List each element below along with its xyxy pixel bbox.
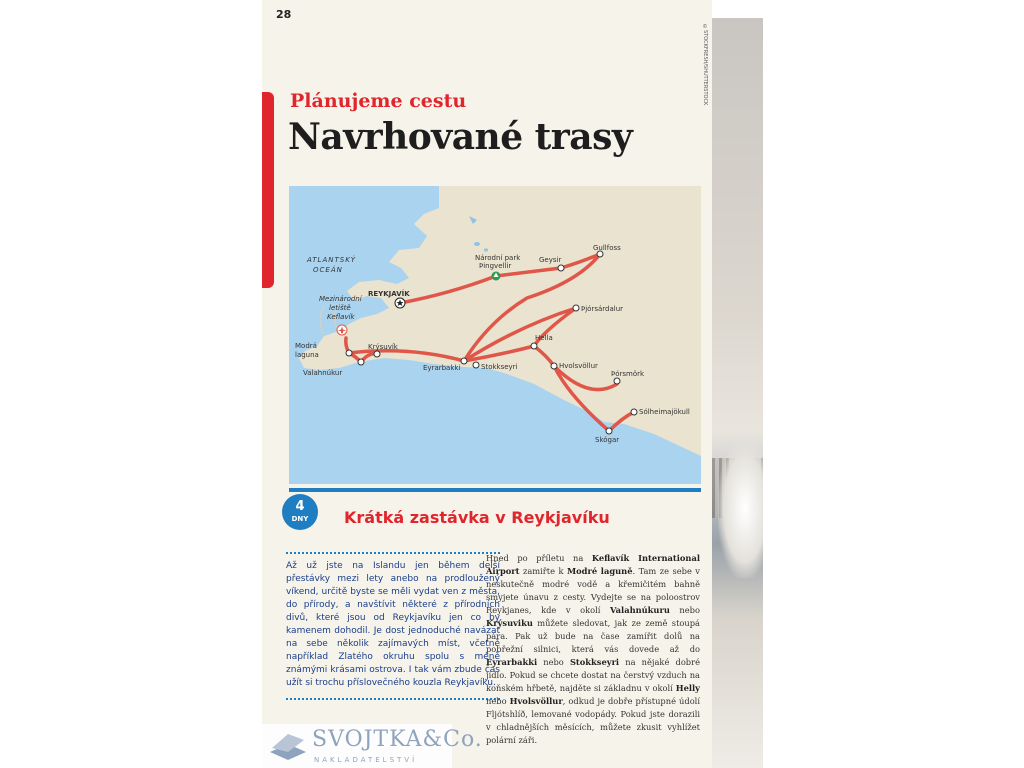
publisher-logo (262, 724, 483, 768)
svg-text:letiště: letiště (329, 304, 351, 312)
ocean-label-2: OCEÁN (313, 266, 343, 274)
photo-strip (712, 18, 763, 768)
svg-text:Þórsmörk: Þórsmörk (611, 370, 645, 378)
svg-text:Eyrarbakki: Eyrarbakki (423, 364, 461, 372)
photo-credit: ©STOCKFRESH/SHUTTERSTOCK (702, 24, 708, 106)
svg-text:Modrá: Modrá (295, 342, 317, 350)
page-number: 28 (276, 8, 292, 21)
book-icon (268, 730, 308, 762)
days-badge (282, 494, 318, 530)
days-unit: DNY (291, 515, 309, 523)
lead-box (286, 552, 500, 700)
svg-text:Mezinárodní: Mezinárodní (319, 295, 362, 303)
svg-text:Národní park: Národní park (475, 254, 521, 262)
body-paragraph: Hned po příletu na Keflavík International Airport zamiřte k Modré laguně. Tam ze sebe v neskutečně modré vodě a křemičitém bahně smyjete únavu z cesty. Vydejte se na poloostrov Reykjanes, kde v okolí Valahnúkuru nebo Krýsuviku můžete sledovat, jak ze země stoupá pára. Pak už bude na čase zamířit dolů na pobřežní silnici, která vás dovede až do Eyrarbakki nebo Stokkseyri na nějaké dobré jídlo. Pokud se chcete dostat na čerstvý vzduch na koňském hřbetě, najděte si základnu v okolí Helly nebo Hvolsvöllur, odkud je dobře přístupné údolí Fljótshlíð, lemované vodopády. Pokud jste dorazili v chladnějších měsících, můžete zkusit vyhlížet polární záři. (486, 553, 700, 745)
publisher-name: SVOJTKA&Co. (312, 727, 483, 752)
svg-text:Stokkseyri: Stokkseyri (481, 363, 518, 371)
ocean-label-1: ATLANTSKÝ (307, 256, 357, 264)
svg-text:Hvolsvöllur: Hvolsvöllur (559, 362, 598, 370)
svg-text:Krýsuvík: Krýsuvík (368, 343, 398, 351)
section-kicker: Plánujeme cestu (290, 90, 467, 112)
place-hvolsvollur (551, 362, 598, 370)
svg-text:Skógar: Skógar (595, 436, 620, 444)
itinerary-title: Krátká zastávka v Reykjavíku (344, 508, 610, 527)
body-column (486, 552, 700, 747)
page-title: Navrhované trasy (288, 116, 633, 158)
chapter-tab (262, 92, 274, 288)
place-solheimajokull (631, 408, 690, 416)
svg-text:laguna: laguna (295, 351, 319, 359)
book-page (262, 0, 712, 768)
svg-text:Þingvellir: Þingvellir (479, 262, 512, 270)
days-number: 4 (295, 499, 305, 514)
svg-text:Sólheimajökull: Sólheimajökull (639, 408, 690, 416)
svg-text:Þjórsárdalur: Þjórsárdalur (581, 305, 624, 313)
svg-text:Valahnúkur: Valahnúkur (303, 369, 343, 377)
lead-paragraph: Až už jste na Islandu jen během delší přestávky mezi lety anebo na prodloužený víkend, určitě byste se měli vydat ven z města, do přírody, a navštívit některé z přírodních divů, které jsou od Reykjavíku jen co by kamenem dohodil. Je dost jednoduché navázat na sebe několik zajímavých míst, včetně například Zlatého okruhu spolu s méně známými krásami ostrova. I tak vám zbude čas užít si trochu příslovečného kouzla Reykjavíku. (286, 561, 500, 688)
place-thjorsardalur (573, 305, 623, 313)
route-map (289, 186, 701, 492)
reykjavik-label: REYKJAVÍK (368, 290, 410, 298)
svg-text:Keflavík: Keflavík (327, 313, 355, 321)
svg-text:Geysir: Geysir (539, 256, 562, 264)
svg-text:Gullfoss: Gullfoss (593, 244, 621, 252)
publisher-sub: NAKLADATELSTVÍ (314, 756, 418, 764)
svg-text:Hella: Hella (535, 334, 553, 342)
